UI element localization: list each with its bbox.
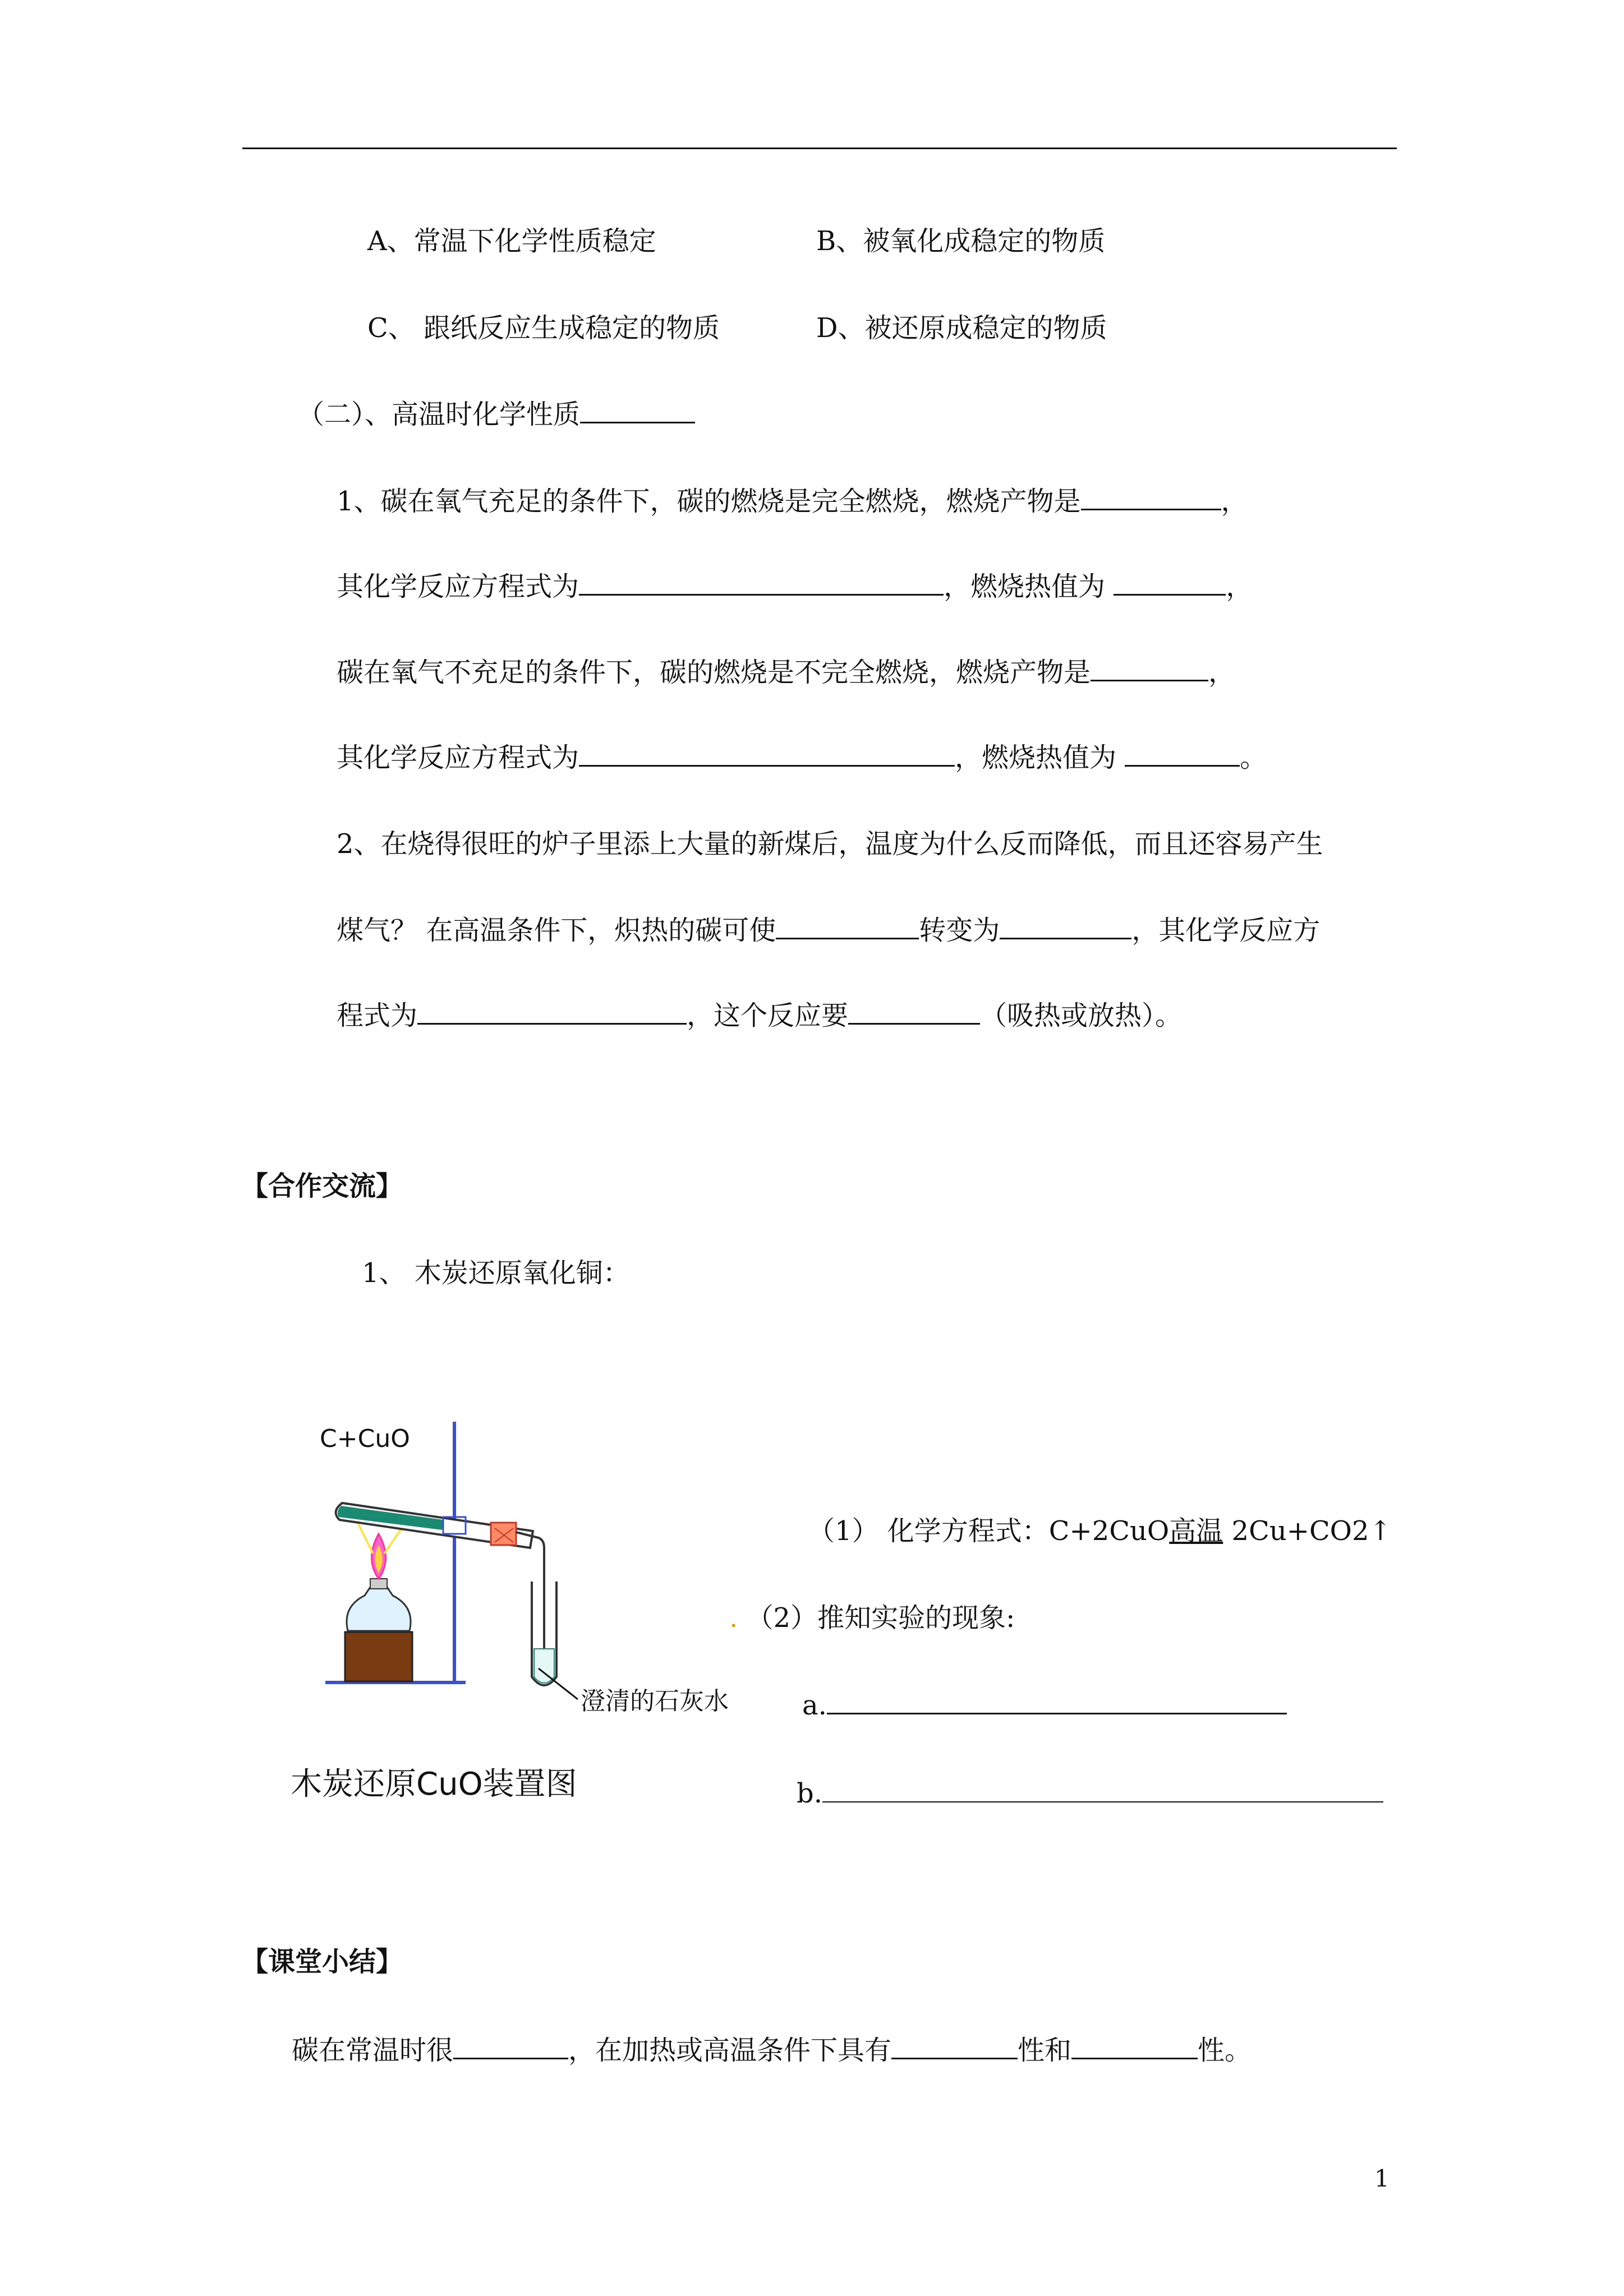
delivery-tube	[516, 1532, 544, 1660]
q1-line3: 碳在氧气不充足的条件下，碳的燃烧是不完全燃烧，燃烧产物是 ，	[337, 655, 1235, 689]
wood-block	[345, 1632, 412, 1681]
limewater-label: 澄清的石灰水	[581, 1687, 729, 1716]
cooperation-item1: 1、 木炭还原氧化铜：	[362, 1257, 630, 1289]
equation-condition: 高温	[1169, 1515, 1223, 1547]
header-rule	[242, 147, 1397, 149]
apparatus-figure	[275, 1413, 769, 1828]
blank-product-gas[interactable]	[1000, 913, 1131, 939]
blank-property-2[interactable]	[1071, 2033, 1198, 2059]
phenomenon-line: . （2）推知实验的现象:	[729, 1602, 1015, 1634]
blank-phenomenon-b[interactable]	[822, 1777, 1383, 1802]
option-d: D、被还原成稳定的物质	[816, 312, 1107, 344]
option-b: B、被氧化成稳定的物质	[816, 225, 1106, 257]
option-c: C、 跟纸反应生成稳定的物质	[367, 312, 720, 344]
q1-line4: 其化学反应方程式为 ，燃烧热值为 。	[337, 740, 1267, 774]
phenomenon-a: a.	[802, 1688, 1287, 1722]
equation-line: （1） 化学方程式：C+2CuO高温 2Cu+CO2↑	[808, 1515, 1392, 1547]
alcohol-lamp	[347, 1587, 411, 1631]
q1-line2: 其化学反应方程式为 ，燃烧热值为 ，	[337, 569, 1253, 603]
reactants-label: C+CuO	[320, 1424, 410, 1453]
q1-line1: 1、碳在氧气充足的条件下，碳的燃烧是完全燃烧，燃烧产物是 ，	[337, 484, 1248, 518]
blank-complete-combustion-equation[interactable]	[579, 569, 944, 596]
blank-complete-combustion-heat[interactable]	[1114, 569, 1226, 596]
blank-incomplete-combustion-heat[interactable]	[1125, 740, 1240, 767]
page-number: 1	[1374, 2165, 1390, 2192]
section2-title: （二）、高温时化学性质	[297, 397, 695, 431]
blank-high-temp-property[interactable]	[580, 397, 695, 423]
option-a: A、常温下化学性质稳定	[367, 225, 656, 257]
q2-line3: 程式为 ，这个反应要 （吸热或放热）。	[337, 998, 1182, 1032]
phenomenon-b: b.	[797, 1777, 1383, 1810]
blank-complete-combustion-product[interactable]	[1081, 484, 1221, 510]
blank-phenomenon-a[interactable]	[827, 1688, 1287, 1714]
summary-line: 碳在常温时很 ，在加热或高温条件下具有 性和 性。	[292, 2033, 1252, 2067]
summary-heading: 【课堂小结】	[241, 1946, 403, 1977]
q2-line2: 煤气？ 在高温条件下，炽热的碳可使 转变为 ，其化学反应方	[337, 913, 1320, 947]
blank-reaction-equation[interactable]	[417, 998, 687, 1025]
q2-line1: 2、在烧得很旺的炉子里添上大量的新煤后，温度为什么反而降低，而且还容易产生	[337, 828, 1323, 860]
blank-property-1[interactable]	[891, 2033, 1018, 2059]
cooperation-heading: 【合作交流】	[241, 1170, 403, 1202]
blank-incomplete-combustion-product[interactable]	[1091, 655, 1208, 681]
blank-heat-type[interactable]	[848, 998, 980, 1025]
figure-caption: 木炭还原CuO装置图	[291, 1766, 577, 1802]
blank-incomplete-combustion-equation[interactable]	[579, 740, 955, 767]
blank-reactant-gas[interactable]	[776, 913, 919, 939]
blank-stability[interactable]	[453, 2033, 568, 2059]
